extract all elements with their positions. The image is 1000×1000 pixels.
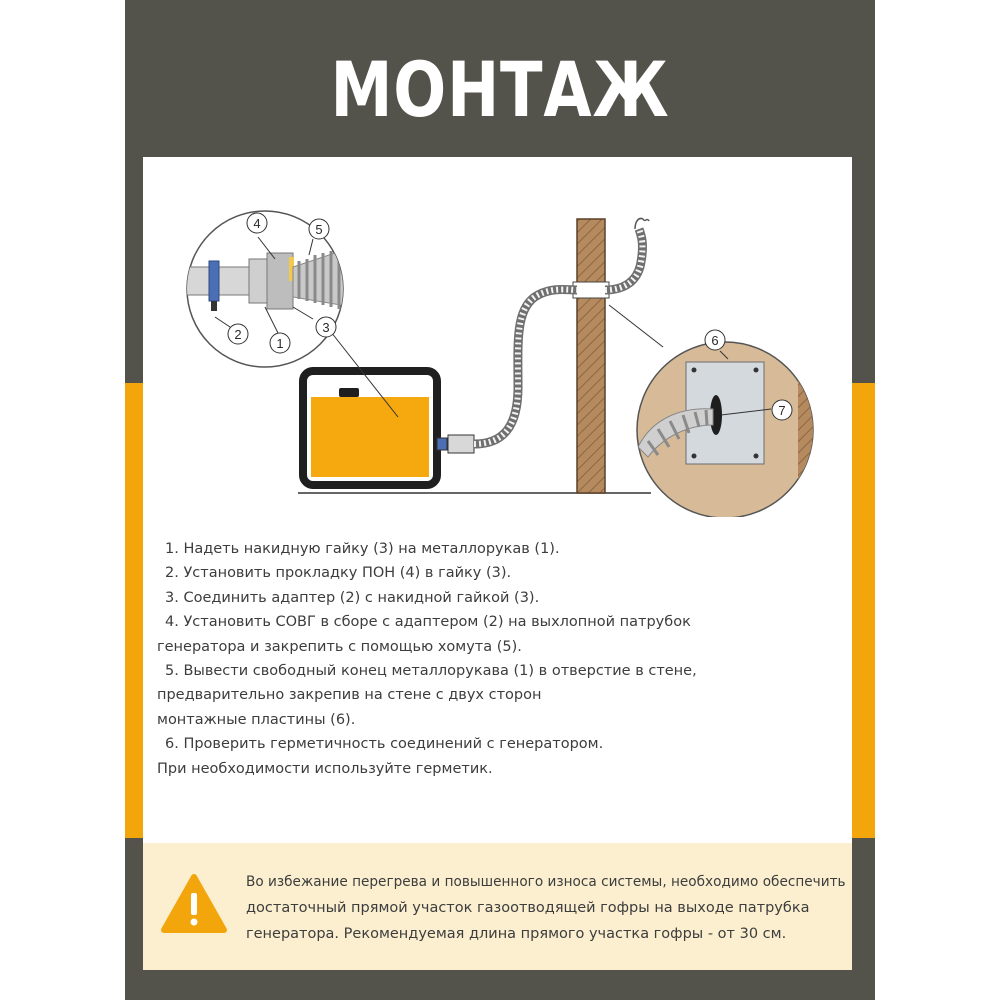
- wall: [577, 219, 605, 493]
- exhaust-adapter: [437, 438, 447, 450]
- wall-opening: [573, 282, 609, 298]
- warning-line: Во избежание перегрева и повышенного износа системы, необходимо обеспечить: [246, 874, 846, 890]
- callout-2-label: 2: [234, 327, 242, 342]
- callout-7-label: 7: [778, 403, 786, 418]
- warning-line: достаточный прямой участок газоотводящей гофры на выходе патрубка: [246, 900, 810, 916]
- callout-2: [228, 324, 248, 344]
- installation-steps: [157, 537, 837, 781]
- corrugated-hose: [474, 289, 577, 444]
- hose-outside: [605, 229, 642, 290]
- generator-handle: [339, 388, 359, 397]
- page-title: МОНТАЖ: [330, 45, 670, 134]
- callout-6: [705, 330, 725, 350]
- callout-5-label: 5: [315, 222, 323, 237]
- warning-text: [246, 869, 846, 947]
- step-line: При необходимости используйте герметик.: [157, 760, 493, 777]
- callout-3-label: 3: [322, 320, 330, 335]
- callout-1-label: 1: [276, 336, 284, 351]
- step-line: 3. Соединить адаптер (2) с накидной гайкой (3).: [165, 589, 540, 606]
- generator-body: [311, 397, 429, 477]
- step-line: 2. Установить прокладку ПОН (4) в гайку (3).: [165, 565, 512, 582]
- accent-strip-right: [852, 383, 875, 838]
- callout-3: [316, 317, 336, 337]
- callout-4-label: 4: [253, 216, 261, 231]
- callout-4: [247, 213, 267, 233]
- callout-7: [772, 400, 792, 420]
- hose-end: [635, 218, 649, 229]
- warning-line: генератора. Рекомендуемая длина прямого участка гофры - от 30 см.: [246, 926, 787, 942]
- warning-triangle-icon: [160, 873, 228, 935]
- step-line: генератора и закрепить с помощью хомута (5).: [157, 638, 522, 655]
- step-line: 4. Установить СОВГ в сборе с адаптером (2) на выхлопной патрубок: [165, 614, 691, 631]
- step-line: 5. Вывести свободный конец металлорукава (1) в отверстие в стене,: [165, 662, 697, 679]
- step-line: предварительно закрепив на стене с двух сторон: [157, 687, 542, 704]
- step-line: монтажные пластины (6).: [157, 711, 356, 728]
- step-line: 1. Надеть накидную гайку (3) на металлорукав (1).: [165, 541, 560, 557]
- callout-6-label: 6: [711, 333, 719, 348]
- callout-5: [309, 219, 329, 239]
- exhaust-nut: [448, 435, 474, 453]
- step-line: 6. Проверить герметичность соединений с генератором.: [165, 736, 604, 753]
- callout-1: [270, 333, 290, 353]
- installation-diagram: [143, 157, 852, 517]
- detail-view-wall-plate: [637, 337, 828, 517]
